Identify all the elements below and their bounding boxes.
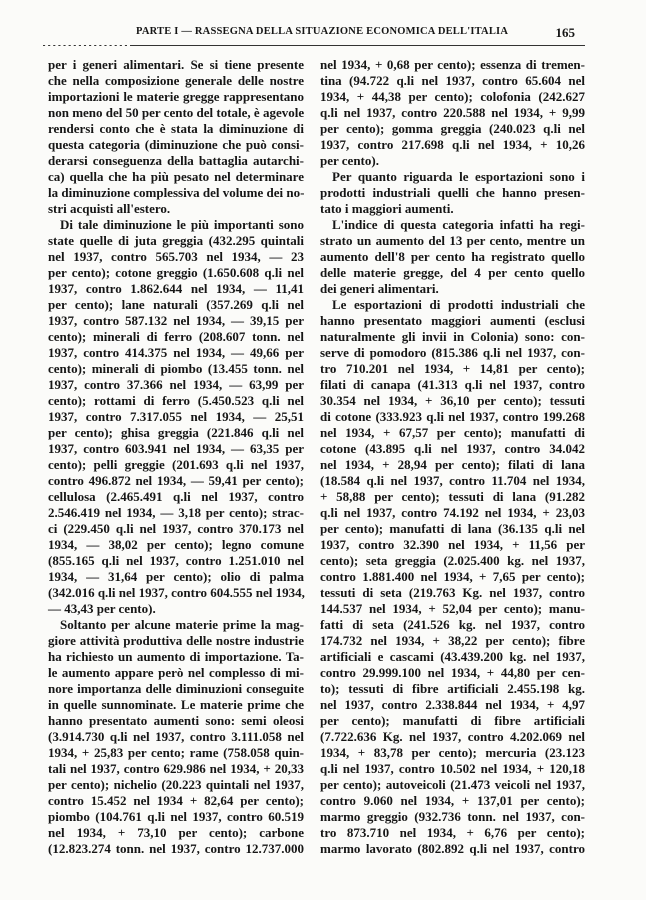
text-line: tina (94.722 q.li nel 1937, contro 65.604 nel: [320, 73, 585, 88]
text-line: cotone (43.895 q.li nel 1937, contro 34.042: [320, 441, 585, 456]
text-line: nel 1937, contro 565.703 nel 1934, — 23: [48, 249, 304, 264]
text-line: ci (229.450 q.li nel 1937, contro 370.173 nel: [48, 521, 304, 536]
text-line: 1937, contro 603.941 nel 1934, — 63,35 per: [48, 441, 304, 456]
text-line: filati di canapa (41.313 q.li nel 1937, contro: [320, 377, 585, 392]
text-line: 1937, contro 217.698 q.li nel 1934, + 10,26: [320, 137, 585, 152]
text-line: hanno presentato maggiori aumenti (esclusi: [320, 313, 585, 328]
text-line: + 58,88 per cento); tessuti di lana (91.282: [320, 489, 585, 504]
text-line: q.li nel 1937, contro 220.588 nel 1934, + 9,99: [320, 105, 585, 120]
text-line: 30.354 nel 1934, + 36,10 per cento); tessuti: [320, 393, 585, 408]
text-line: per cento); ghisa greggia (221.846 q.li nel: [48, 425, 304, 440]
text-line: derarsi conseguenza della battaglia autarchi-: [48, 153, 304, 168]
page-number: 165: [555, 25, 575, 40]
text-line: per cento); autoveicoli (21.473 veicoli nel 1937,: [320, 777, 585, 792]
text-line: che nella composizione generale delle nostre: [48, 73, 304, 88]
text-line: 1934, + 83,78 per cento); mercuria (23.123: [320, 745, 585, 760]
text-line: prodotti industriali quelli che hanno presen-: [320, 185, 585, 200]
text-line: cento); rottami di ferro (5.450.523 q.li nel: [48, 393, 304, 408]
text-line: ha richiesto un aumento di importazione. Ta-: [48, 649, 304, 664]
running-header: [40, 26, 585, 42]
paragraph: [48, 217, 304, 617]
text-line: (12.823.274 tonn. nel 1937, contro 12.737.000: [48, 841, 304, 856]
text-line: per cento); manufatti di lana (36.135 q.li nel: [320, 521, 585, 536]
text-line: in quelle sunnominate. Le materie prime che: [48, 697, 304, 712]
text-line: Di tale diminuzione le più importanti sono: [60, 217, 304, 232]
text-line: stri acquisti all'estero.: [48, 201, 171, 216]
text-line: L'indice di questa categoria infatti ha regi-: [332, 217, 585, 232]
text-line: 144.537 nel 1934, + 52,04 per cento); manu-: [320, 601, 585, 616]
text-line: cento); pelli greggie (201.693 q.li nel 1937,: [48, 457, 304, 472]
text-line: nel 1937, contro 2.338.844 nel 1934, + 4,97: [320, 697, 585, 712]
text-line: cento); seta greggia (2.025.400 kg. nel 1937,: [320, 553, 585, 568]
text-line: naturalmente gli invii in Colonia) sono: con-: [320, 329, 585, 344]
text-line: to); tessuti di fibre artificiali 2.455.198 kg.: [320, 681, 585, 696]
text-line: strato un aumento del 13 per cento, mentre un: [320, 233, 585, 248]
text-line: nel 1934, + 73,10 per cento); carbone: [48, 825, 304, 840]
text-line: cellulosa (2.465.491 q.li nel 1937, contro: [48, 489, 304, 504]
left-column: [48, 57, 304, 857]
text-line: giore attività produttiva delle nostre industrie: [48, 633, 304, 648]
text-line: hanno presentato aumenti sono: semi oleosi: [48, 713, 304, 728]
paragraph: [320, 217, 585, 297]
text-line: per cento).: [320, 153, 379, 168]
text-line: le aumento appare però nel complesso di mi-: [48, 665, 304, 680]
text-line: 1934, — 38,02 per cento); legno comune: [48, 537, 304, 552]
text-line: 1937, contro 7.317.055 nel 1934, — 25,51: [48, 409, 304, 424]
text-line: 1937, contro 587.132 nel 1934, — 39,15 per: [48, 313, 304, 328]
text-line: — 43,43 per cento).: [48, 601, 156, 616]
text-line: 1934, + 44,38 per cento); colofonia (242.627: [320, 89, 585, 104]
text-line: (855.165 q.li nel 1937, contro 1.251.010 nel: [48, 553, 304, 568]
text-line: tro 873.710 nel 1934, + 6,76 per cento);: [320, 825, 585, 840]
text-line: Per quanto riguarda le esportazioni sono i: [332, 169, 585, 184]
text-line: 1937, contro 1.862.644 nel 1934, — 11,41: [48, 281, 304, 296]
text-line: nore importanza delle diminuzioni conseguite: [48, 681, 304, 696]
text-line: tessuti di seta (219.763 Kg. nel 1937, contro: [320, 585, 585, 600]
text-line: importazioni le materie gregge rappresentano: [48, 89, 304, 104]
text-line: nel 1934, + 67,57 per cento); manufatti di: [320, 425, 585, 440]
text-line: cento); minerali di piombo (13.455 tonn. nel: [48, 361, 304, 376]
text-line: marmo greggio (932.736 tonn. nel 1937, con-: [320, 809, 585, 824]
text-line: artificiali e cascami (43.439.200 kg. nel 1937,: [320, 649, 585, 664]
text-line: non meno del 50 per cento del totale, è agevole: [48, 105, 305, 120]
text-line: 1937, contro 414.375 nel 1934, — 49,66 per: [48, 345, 304, 360]
running-header-title: PARTE I — RASSEGNA DELLA SITUAZIONE ECONOMICA DELL'ITALIA: [136, 26, 509, 37]
text-line: fatti di seta (241.526 kg. nel 1937, contro: [320, 617, 585, 632]
text-line: questa categoria (diminuzione che può consi-: [48, 137, 304, 152]
text-line: contro 1.881.400 nel 1934, + 7,65 per cento);: [320, 569, 585, 584]
right-column: [320, 57, 585, 857]
text-line: contro 29.999.100 nel 1934, + 44,80 per cen-: [320, 665, 585, 680]
text-line: 2.546.419 nel 1934, — 3,18 per cento); strac-: [48, 505, 304, 520]
text-line: tali nel 1937, contro 629.986 nel 1934, + 20,33: [48, 761, 304, 776]
text-line: per cento); gomma greggia (240.023 q.li nel: [320, 121, 585, 136]
text-line: cento); minerali di ferro (208.607 tonn. nel: [48, 329, 304, 344]
text-line: serve di pomodoro (815.386 q.li nel 1937, con-: [320, 345, 585, 360]
paragraph: [48, 57, 304, 217]
paragraph: [320, 169, 585, 217]
text-line: per cento); cotone greggio (1.650.608 q.li nel: [48, 265, 304, 280]
text-line: (7.722.636 Kg. nel 1937, contro 4.202.069 nel: [320, 729, 585, 744]
text-line: ca) quella che ha più pesato nel determinare: [48, 169, 304, 184]
text-line: contro 15.452 nel 1934 + 82,64 per cento);: [48, 793, 304, 808]
text-line: marmo lavorato (802.892 q.li nel 1937, contro: [320, 841, 585, 856]
paragraph: [48, 617, 304, 857]
text-line: contro 496.872 nel 1934, — 59,41 per cento);: [48, 473, 304, 488]
text-line: piombo (104.761 q.li nel 1937, contro 60.519: [48, 809, 304, 824]
text-line: (3.914.730 q.li nel 1937, contro 3.111.058 nel: [48, 729, 304, 744]
text-line: 174.732 nel 1934, + 38,22 per cento); fibre: [320, 633, 585, 648]
paragraph: [320, 297, 585, 857]
text-line: 1937, contro 32.390 nel 1934, + 11,56 per: [320, 537, 585, 552]
text-line: per i generi alimentari. Se si tiene presente: [48, 57, 304, 72]
text-line: per cento); manufatti di fibre artificiali: [320, 713, 585, 728]
text-line: Le esportazioni di prodotti industriali che: [332, 297, 585, 312]
text-line: rendersi conto che è stata la diminuzione di: [48, 121, 304, 136]
text-line: 1937, contro 37.366 nel 1934, — 63,99 per: [48, 377, 304, 392]
text-line: tro 710.201 nel 1934, + 14,81 per cento);: [320, 361, 585, 376]
text-line: la diminuzione complessiva del volume dei no-: [48, 185, 305, 200]
text-line: contro 9.060 nel 1934, + 137,01 per cento);: [320, 793, 585, 808]
text-line: Soltanto per alcune materie prime la mag-: [60, 617, 304, 632]
text-line: nel 1934, + 28,94 per cento); filati di lana: [320, 457, 585, 472]
text-line: per cento); nichelio (20.223 quintali nel 1937,: [48, 777, 304, 792]
text-line: delle materie gregge, del 4 per cento quello: [320, 265, 585, 280]
text-line: per cento); lane naturali (357.269 q.li nel: [48, 297, 304, 312]
header-rule-worn-segment: [40, 45, 130, 46]
text-line: 1934, + 25,83 per cento; rame (758.058 quin-: [48, 745, 304, 760]
text-line: dei generi alimentari.: [320, 281, 439, 296]
text-line: di cotone (333.923 q.li nel 1937, contro 199.268: [320, 409, 585, 424]
text-line: 1934, — 31,64 per cento); olio di palma: [48, 569, 304, 584]
text-line: nel 1934, + 0,68 per cento); essenza di tremen-: [320, 57, 585, 72]
text-line: state quelle di juta greggia (432.295 quintali: [48, 233, 304, 248]
text-line: aumento dell'8 per cento ha registrato quello: [320, 249, 585, 264]
text-line: (342.016 q.li nel 1937, contro 604.555 nel 1934,: [48, 585, 305, 600]
text-line: (18.584 q.li nel 1937, contro 11.704 nel 1934,: [320, 473, 585, 488]
text-line: q.li nel 1937, contro 10.502 nel 1934, + 120,18: [320, 761, 585, 776]
text-line: q.li nel 1937, contro 74.192 nel 1934, + 23,03: [320, 505, 585, 520]
paragraph: [320, 57, 585, 169]
text-line: tato i maggiori aumenti.: [320, 201, 454, 216]
